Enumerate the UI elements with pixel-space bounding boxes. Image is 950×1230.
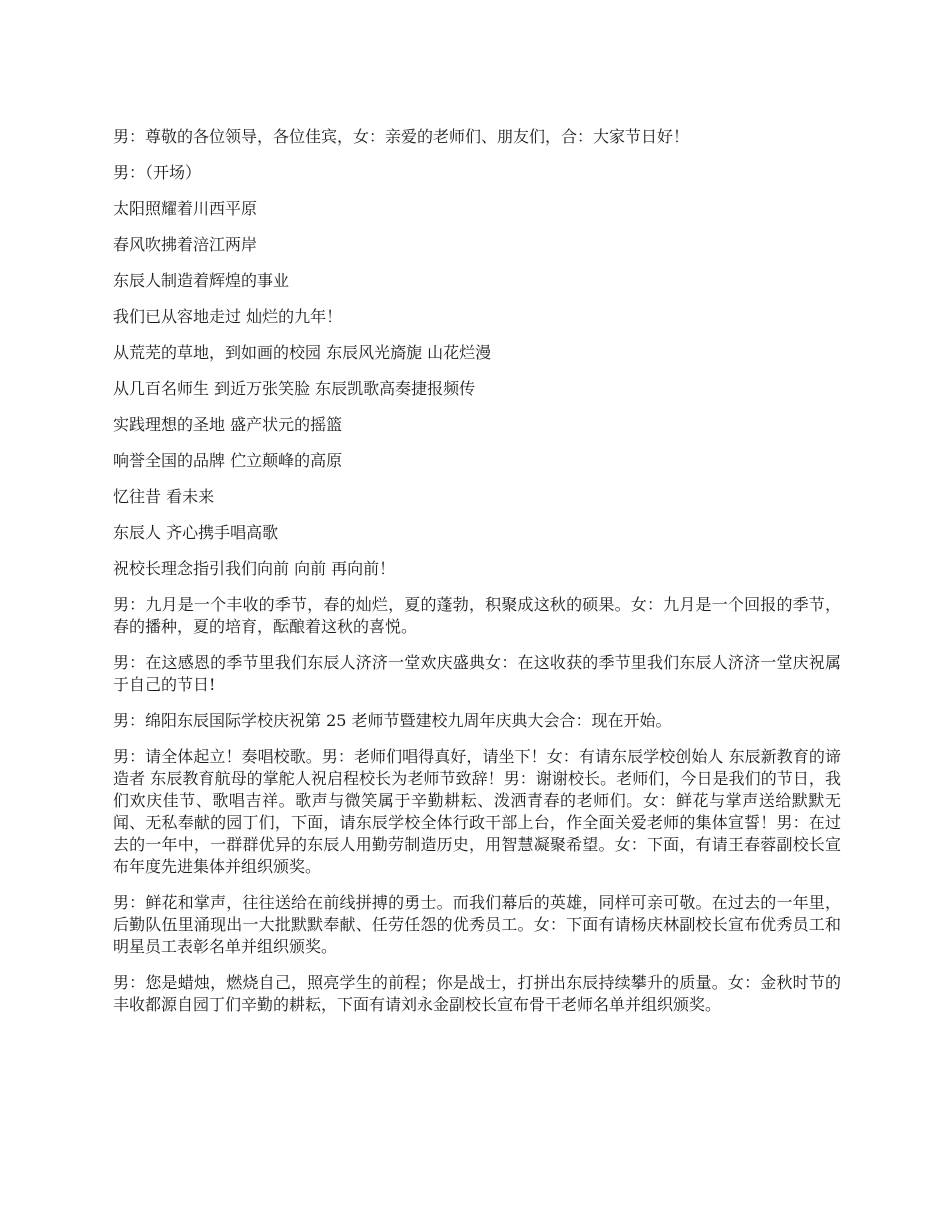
poem-line: 东辰人制造着辉煌的事业 xyxy=(113,271,290,290)
poem-line: 我们已从容地走过 灿烂的九年！ xyxy=(113,307,343,326)
poem-line: 春风吹拂着涪江两岸 xyxy=(113,235,258,254)
poem-line: 忆往昔 看未来 xyxy=(113,487,215,506)
poem-line: 东辰人 齐心携手唱高歌 xyxy=(113,523,279,542)
poem-line: 祝校长理念指引我们向前 向前 再向前！ xyxy=(113,559,396,578)
paragraph-september: 男：九月是一个丰收的季节，春的灿烂，夏的蓬勃，积聚成这秋的硕果。女：九月是一个回报的季节，春的播种，夏的培育，酝酿着这秋的喜悦。 xyxy=(113,595,841,636)
poem-line: 实践理想的圣地 盛产状元的摇篮 xyxy=(113,415,343,434)
poem-line: 从几百名师生 到近万张笑脸 东辰凯歌高奏捷报频传 xyxy=(113,379,476,398)
paragraph-school-song: 男：请全体起立！奏唱校歌。男：老师们唱得真好，请坐下！女：有请东辰学校创始人 东辰新教育的谛造者 东辰教育航母的掌舵人祝启程校长为老师节致辞！男：谢谢校长。老师们，今日是我们的节日，我们欢庆佳节、歌唱吉祥。歌声与微笑属于辛勤耕耘、泼洒青春的老师们。女：鲜花与掌声送给默默无闻、无私奉献的园丁们，下面，请东辰学校全体行政干部上台，作全面关爱老师的集体宣誓！男：在过去的一年中，一群群优异的东辰人用勤劳制造历史，用智慧凝聚希望。女：下面，有请王春蓉副校长宣布年度先进集体并组织颁奖。 xyxy=(113,747,841,876)
poem-line: 太阳照耀着川西平原 xyxy=(113,199,258,218)
document-body xyxy=(113,126,841,1030)
paragraph-gratitude: 男：在这感恩的季节里我们东辰人济济一堂欢庆盛典女：在这收获的季节里我们东辰人济济一堂庆祝属于自己的节日! xyxy=(113,653,841,694)
poem-line: 响誉全国的品牌 伫立颠峰的高原 xyxy=(113,451,343,470)
poem-line: 从荒芜的草地，到如画的校园 东辰风光旖旎 山花烂漫 xyxy=(113,343,492,362)
paragraph-staff-awards: 男：鲜花和掌声，往往送给在前线拼搏的勇士。而我们幕后的英雄，同样可亲可敬。在过去的一年里，后勤队伍里涌现出一大批默默奉献、任劳任怨的优秀员工。女：下面有请杨庆林副校长宣布优秀员工和明星员工表彰名单并组织颁奖。 xyxy=(113,893,841,956)
paragraph-teacher-awards: 男：您是蜡烛，燃烧自己，照亮学生的前程；你是战士，打拼出东辰持续攀升的质量。女：金秋时节的丰收都源自园丁们辛勤的耕耘，下面有请刘永金副校长宣布骨干老师名单并组织颁奖。 xyxy=(113,973,841,1014)
paragraph-greeting: 男：尊敬的各位领导，各位佳宾，女：亲爱的老师们、朋友们，合：大家节日好！ xyxy=(113,127,690,146)
paragraph-opening: 男：（开场） xyxy=(113,163,202,182)
paragraph-ceremony-start: 男：绵阳东辰国际学校庆祝第 25 老师节暨建校九周年庆典大会合：现在开始。 xyxy=(113,711,672,730)
